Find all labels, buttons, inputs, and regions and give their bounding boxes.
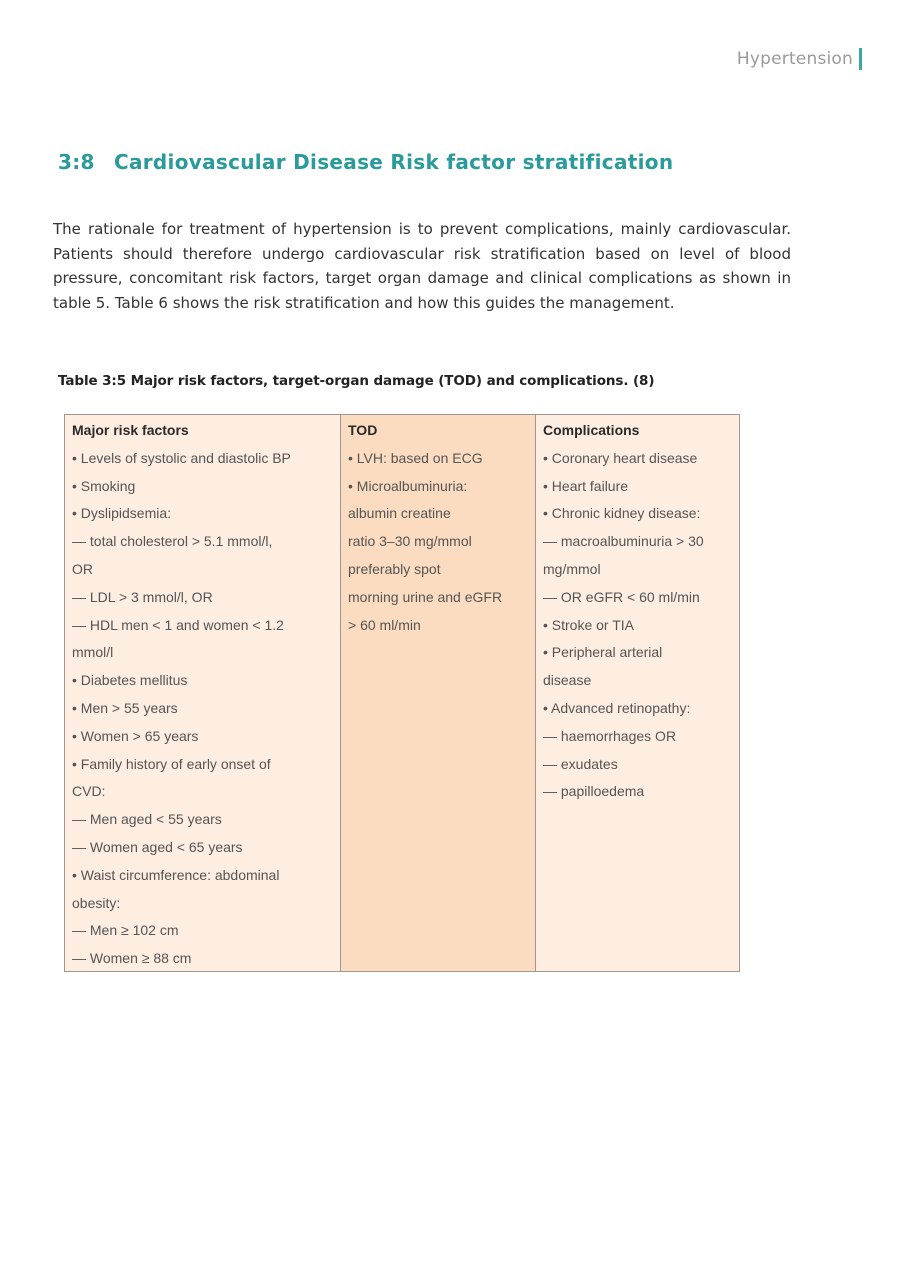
table-cell-line: ratio 3–30 mg/mmol — [348, 533, 472, 550]
table-cell-line: OR — [72, 560, 93, 577]
column-complications — [536, 415, 739, 971]
table-cell-line: — LDL > 3 mmol/l, OR — [72, 588, 213, 605]
section-number: 3:8 — [58, 150, 95, 174]
table-cell-line: — OR eGFR < 60 ml/min — [543, 588, 700, 605]
table-cell-line: > 60 ml/min — [348, 616, 421, 633]
table-cell-line: morning urine and eGFR — [348, 588, 503, 605]
table-cell-line: mg/mmol — [543, 560, 601, 577]
table-cell-line: albumin creatine — [348, 505, 451, 522]
table-cell-line: — Men ≥ 102 cm — [72, 922, 179, 939]
table-cell-line: — total cholesterol > 5.1 mmol/l, — [72, 533, 273, 550]
section-title: Cardiovascular Disease Risk factor stratification — [114, 150, 674, 174]
table-cell-line: • Stroke or TIA — [543, 616, 635, 633]
table-cell-line: • Microalbuminuria: — [348, 477, 468, 494]
column-tod — [341, 415, 536, 971]
table-cell-line: • Coronary heart disease — [543, 449, 698, 466]
column-lines — [543, 445, 732, 806]
table-cell-line: mmol/l — [72, 644, 114, 661]
table-cell-line: — Women ≥ 88 cm — [72, 950, 192, 967]
table-cell-line: • Waist circumference: abdominal — [72, 866, 280, 883]
table-cell-line: — Men aged < 55 years — [72, 811, 222, 828]
table-cell-line: • Family history of early onset of — [72, 755, 271, 772]
column-header: Complications — [543, 422, 640, 438]
table-cell-line: — Women aged < 65 years — [72, 838, 243, 855]
table-cell-line: • Levels of systolic and diastolic BP — [72, 449, 291, 466]
column-lines — [72, 445, 333, 973]
column-lines — [348, 445, 528, 640]
table-cell-line: • Dyslipidsemia: — [72, 505, 172, 522]
body-paragraph: The rationale for treatment of hypertension is to prevent complications, mainly cardiovascular. Patients should therefore undergo cardiovascular risk stratification based on level of blood pressure, concomitant risk factors, target organ damage and clinical complications as shown in table 5. Table 6 shows the risk stratification and how this guides the management. — [53, 220, 791, 312]
table-cell-line: — exudates — [543, 755, 618, 772]
column-header: Major risk factors — [72, 422, 189, 438]
running-header-text: Hypertension — [736, 49, 853, 69]
table-cell-line: • Men > 55 years — [72, 699, 178, 716]
section-heading — [58, 150, 673, 174]
running-header — [737, 48, 862, 70]
risk-factor-table — [64, 414, 740, 972]
table-cell-line: — HDL men < 1 and women < 1.2 — [72, 616, 284, 633]
table-cell-line: • Advanced retinopathy: — [543, 699, 691, 716]
table-cell-line: • LVH: based on ECG — [348, 449, 483, 466]
table-cell-line: — haemorrhages OR — [543, 727, 677, 744]
table-cell-line: • Diabetes mellitus — [72, 672, 188, 689]
table-cell-line: • Women > 65 years — [72, 727, 199, 744]
column-header: TOD — [348, 422, 378, 438]
column-major-risk-factors — [65, 415, 341, 971]
table-cell-line: obesity: — [72, 894, 121, 911]
table-cell-line: • Chronic kidney disease: — [543, 505, 701, 522]
table-cell-line: preferably spot — [348, 560, 441, 577]
table-cell-line: — papilloedema — [543, 783, 645, 800]
table-cell-line: CVD: — [72, 783, 106, 800]
table-cell-line: disease — [543, 672, 592, 689]
table-caption: Table 3:5 Major risk factors, target-organ damage (TOD) and complications. (8) — [58, 373, 655, 389]
table-cell-line: • Peripheral arterial — [543, 644, 663, 661]
table-cell-line: • Heart failure — [543, 477, 629, 494]
table-cell-line: • Smoking — [72, 477, 136, 494]
header-accent-bar — [859, 48, 862, 70]
table-cell-line: — macroalbuminuria > 30 — [543, 533, 704, 550]
